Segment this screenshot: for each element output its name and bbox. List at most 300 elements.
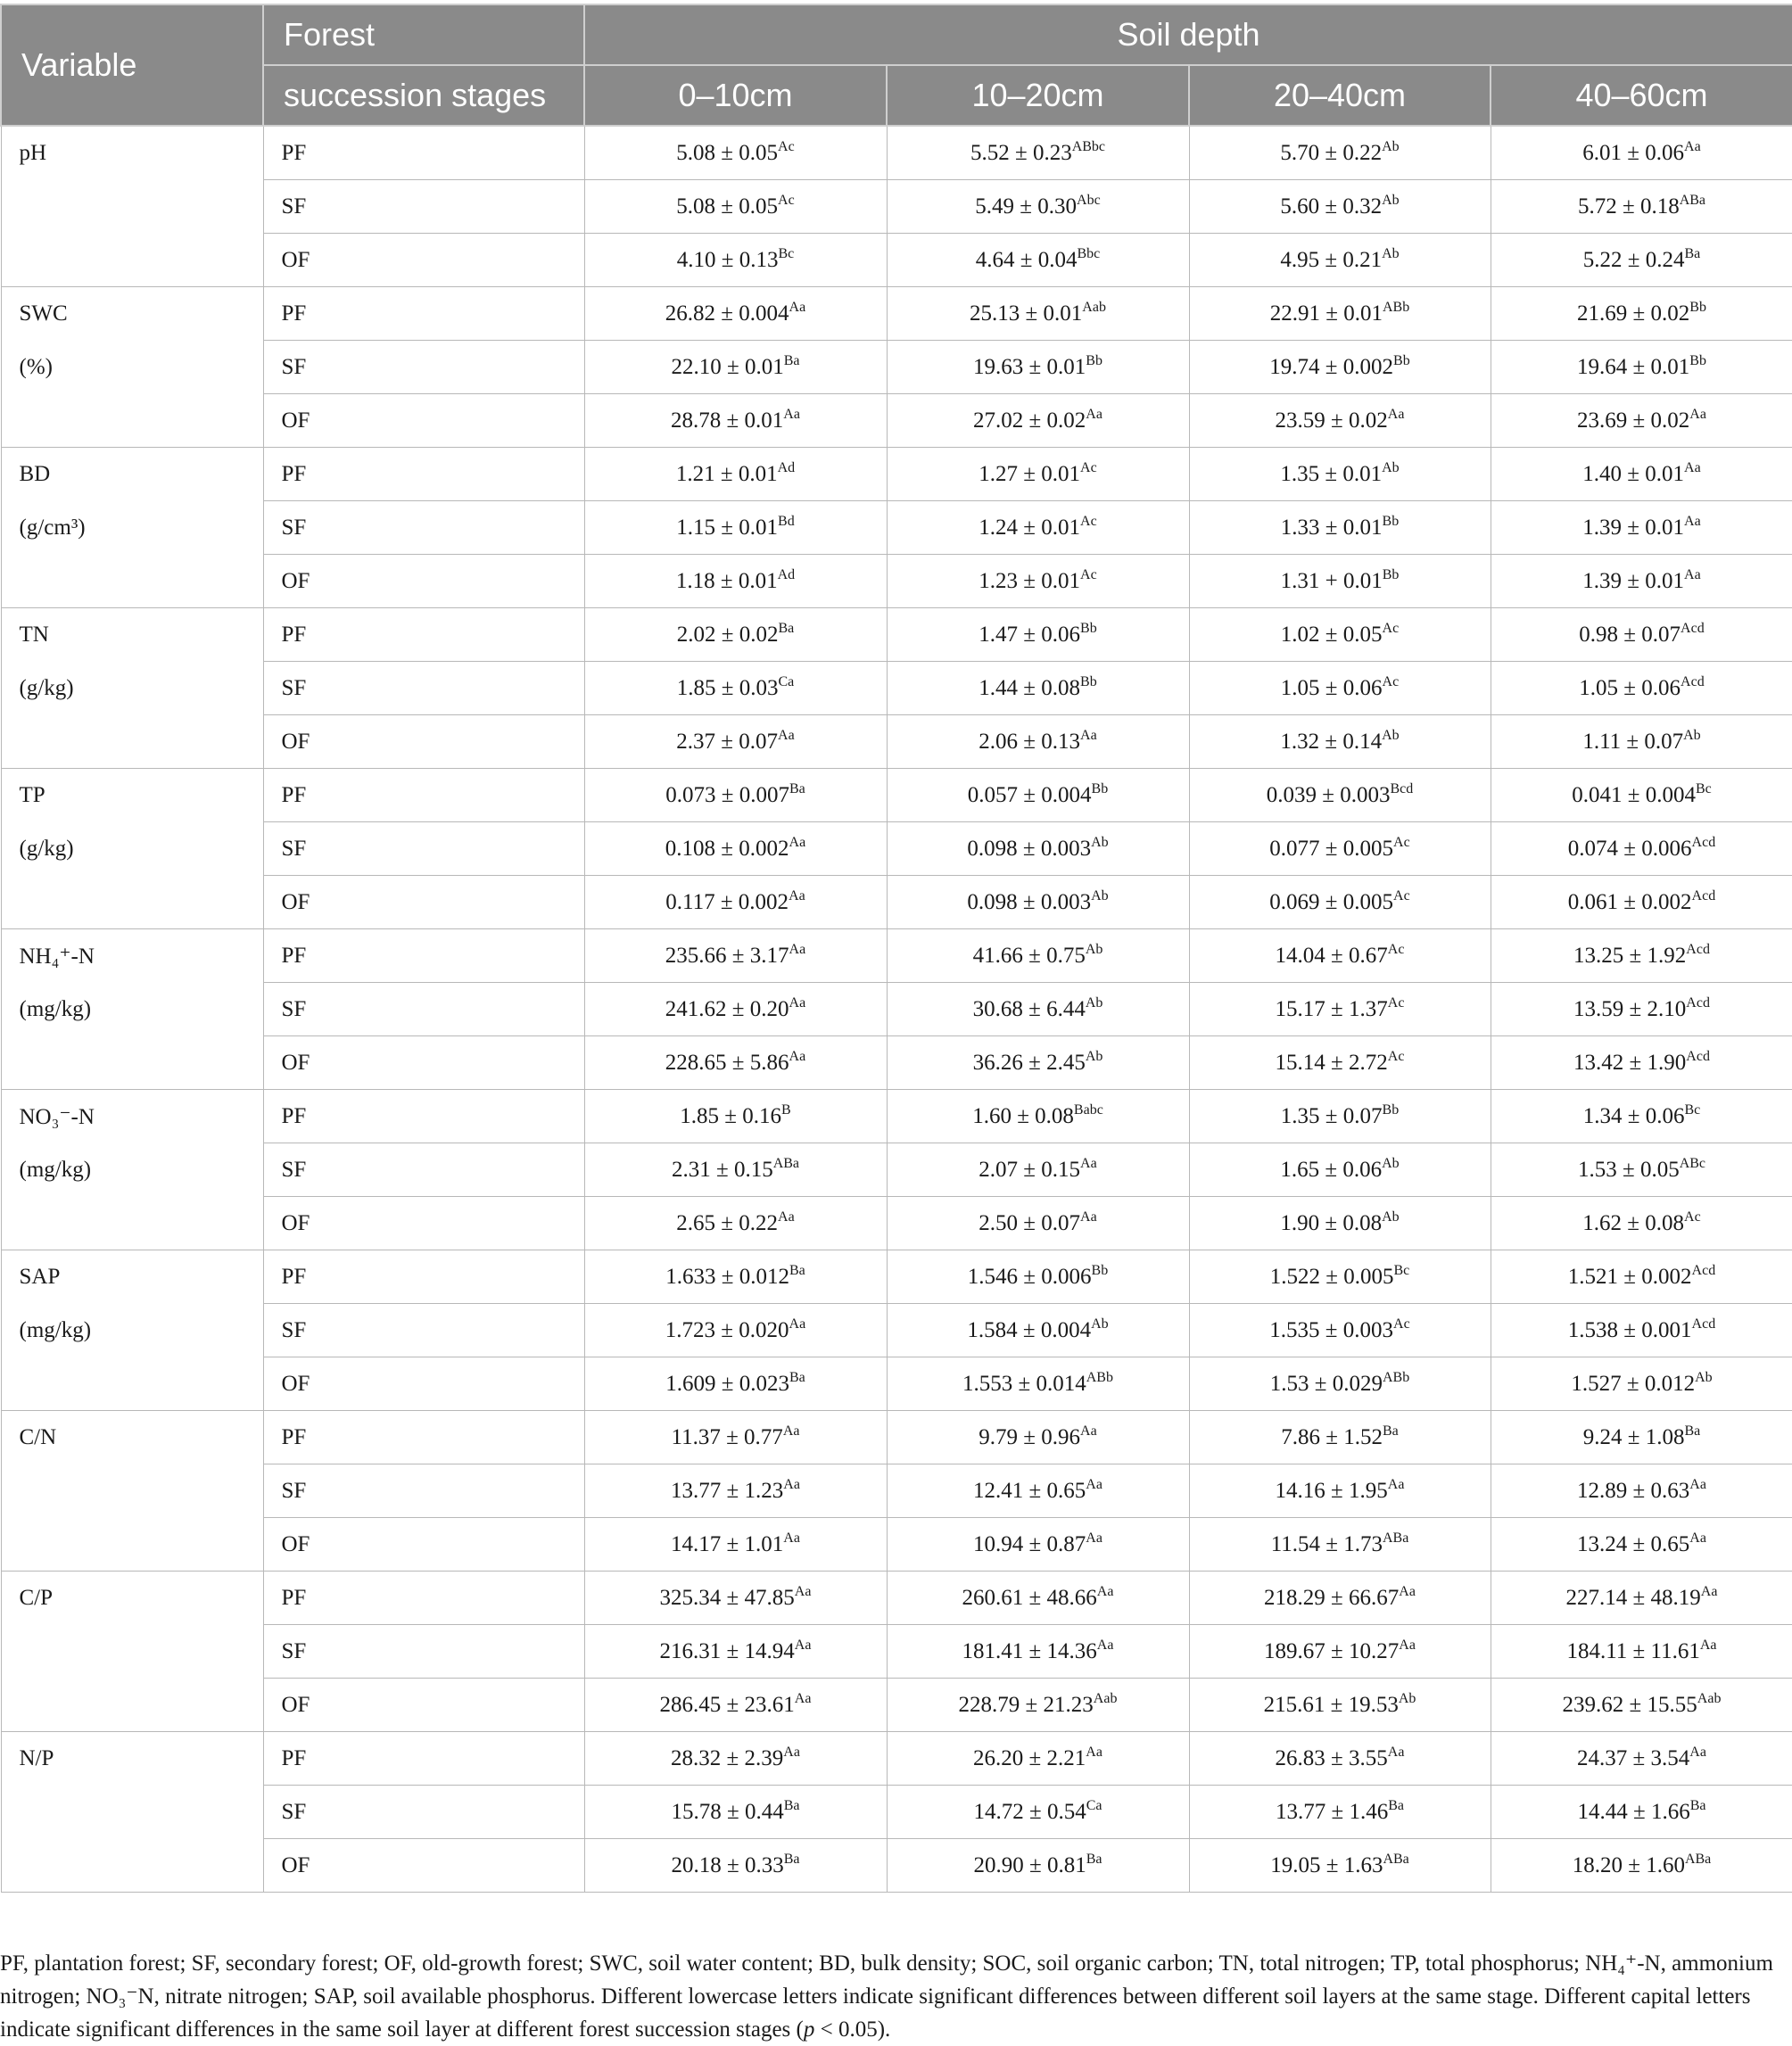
value-text: 4.10 ± 0.13 (676, 247, 779, 272)
value-cell (1491, 1464, 1792, 1518)
value-cell (1491, 1250, 1792, 1304)
value-text: 1.60 ± 0.08 (972, 1103, 1074, 1128)
value-text: 0.117 ± 0.002 (665, 889, 789, 914)
value-text: 26.83 ± 3.55 (1275, 1745, 1388, 1770)
variable-cell (1, 180, 263, 234)
significance-letters: Aa (1700, 1583, 1718, 1599)
significance-letters: Aa (1684, 459, 1701, 475)
significance-letters: Aa (789, 1048, 806, 1064)
significance-letters: Ab (1382, 245, 1400, 261)
value-text: 2.65 ± 0.22 (676, 1210, 779, 1235)
soil-properties-table (0, 4, 1792, 1893)
table-row (1, 448, 1792, 501)
value-cell (887, 1786, 1189, 1839)
value-text: 1.11 ± 0.07 (1582, 729, 1684, 754)
value-text: 12.89 ± 0.63 (1577, 1478, 1690, 1503)
significance-letters: Ab (1382, 192, 1400, 208)
significance-letters: Ac (778, 192, 795, 208)
table-row (1, 1411, 1792, 1464)
value-cell (887, 1197, 1189, 1250)
value-cell (584, 876, 887, 929)
stage-cell: OF (263, 1197, 584, 1250)
value-text: 1.02 ± 0.05 (1280, 622, 1383, 647)
significance-letters: Ba (778, 620, 795, 636)
significance-letters: B (781, 1101, 791, 1118)
significance-letters: Ba (1684, 1423, 1701, 1439)
value-text: 286.45 ± 23.61 (659, 1692, 795, 1717)
variable-cell: NO₃⁻-N (1, 1090, 263, 1143)
significance-letters: Aa (1080, 1423, 1097, 1439)
value-text: 216.31 ± 14.94 (659, 1638, 795, 1663)
significance-letters: Ac (1080, 459, 1097, 475)
significance-letters: Ab (1382, 1155, 1400, 1171)
value-cell (887, 1090, 1189, 1143)
stage-cell: SF (263, 1625, 584, 1679)
variable-cell: NH₄⁺-N (1, 929, 263, 983)
value-text: 10.94 ± 0.87 (973, 1531, 1086, 1556)
significance-letters: ABa (1679, 192, 1706, 208)
significance-letters: Acd (1691, 887, 1716, 903)
value-cell (887, 1464, 1189, 1518)
value-text: 325.34 ± 47.85 (659, 1585, 795, 1610)
value-text: 28.78 ± 0.01 (671, 408, 784, 433)
value-text: 1.44 ± 0.08 (979, 675, 1081, 700)
value-text: 0.069 ± 0.005 (1269, 889, 1394, 914)
value-text: 0.077 ± 0.005 (1269, 836, 1394, 861)
value-cell (1491, 662, 1792, 715)
table-row (1, 822, 1792, 876)
value-cell (887, 983, 1189, 1036)
significance-letters: Aa (789, 941, 806, 957)
significance-letters: Aa (783, 1744, 800, 1760)
variable-cell: (mg/kg) (1, 1304, 263, 1357)
stage-cell: OF (263, 1839, 584, 1893)
significance-letters: Bb (1689, 352, 1706, 368)
significance-letters: Ab (1085, 941, 1103, 957)
value-cell (1189, 1786, 1491, 1839)
value-text: 5.08 ± 0.05 (676, 194, 779, 219)
value-text: 1.609 ± 0.023 (665, 1371, 789, 1396)
significance-letters: Ba (1689, 1797, 1706, 1813)
significance-letters: Ba (789, 1369, 805, 1385)
table-row (1, 1464, 1792, 1518)
significance-letters: Acd (1686, 941, 1710, 957)
value-cell (887, 769, 1189, 822)
value-text: 27.02 ± 0.02 (973, 408, 1086, 433)
value-text: 1.85 ± 0.03 (676, 675, 779, 700)
value-cell (1491, 929, 1792, 983)
variable-cell: (mg/kg) (1, 1143, 263, 1197)
variable-cell: (g/kg) (1, 662, 263, 715)
value-cell (584, 715, 887, 769)
value-text: 228.79 ± 21.23 (958, 1692, 1094, 1717)
significance-letters: Bc (1393, 1262, 1410, 1278)
value-cell (1491, 126, 1792, 180)
value-cell (887, 1357, 1189, 1411)
value-cell (887, 662, 1189, 715)
significance-letters: Ba (1382, 1423, 1399, 1439)
value-text: 1.527 ± 0.012 (1571, 1371, 1696, 1396)
value-cell (887, 1839, 1189, 1893)
value-text: 12.41 ± 0.65 (973, 1478, 1086, 1503)
value-text: 5.49 ± 0.30 (975, 194, 1078, 219)
value-cell (887, 1518, 1189, 1572)
significance-letters: Aa (1086, 1744, 1102, 1760)
value-cell (1189, 1411, 1491, 1464)
significance-letters: Aa (1080, 1155, 1097, 1171)
value-text: 22.10 ± 0.01 (671, 354, 784, 379)
value-cell (1491, 876, 1792, 929)
value-cell (887, 394, 1189, 448)
significance-letters: Ba (783, 352, 800, 368)
value-cell (887, 1036, 1189, 1090)
value-text: 227.14 ± 48.19 (1565, 1585, 1701, 1610)
significance-letters: Bcd (1390, 780, 1414, 796)
value-cell (1491, 1304, 1792, 1357)
value-text: 20.18 ± 0.33 (671, 1852, 784, 1877)
header-depth: 10–20cm (887, 65, 1189, 126)
value-cell (1491, 983, 1792, 1036)
stage-cell: SF (263, 180, 584, 234)
significance-letters: ABb (1383, 299, 1410, 315)
significance-letters: Ba (1086, 1851, 1102, 1867)
value-cell (584, 394, 887, 448)
significance-letters: Ac (1382, 620, 1400, 636)
value-text: 5.72 ± 0.18 (1577, 194, 1680, 219)
significance-letters: Aa (794, 1583, 812, 1599)
stage-cell: OF (263, 234, 584, 287)
table-row (1, 1090, 1792, 1143)
variable-cell (1, 1839, 263, 1893)
variable-cell (1, 555, 263, 608)
table-row (1, 1732, 1792, 1786)
table-row (1, 1197, 1792, 1250)
value-text: 184.11 ± 11.61 (1566, 1638, 1700, 1663)
significance-letters: Bb (1091, 1262, 1109, 1278)
stage-cell: OF (263, 715, 584, 769)
significance-letters: Ab (1382, 1209, 1400, 1225)
value-text: 24.37 ± 3.54 (1577, 1745, 1690, 1770)
value-cell (1189, 876, 1491, 929)
stage-cell: PF (263, 126, 584, 180)
value-cell (1491, 555, 1792, 608)
value-text: 13.77 ± 1.23 (671, 1478, 784, 1503)
significance-letters: Aa (1684, 513, 1701, 529)
value-cell (584, 1197, 887, 1250)
variable-cell: N/P (1, 1732, 263, 1786)
significance-letters: Aa (1684, 138, 1701, 154)
variable-cell: C/N (1, 1411, 263, 1464)
value-cell (584, 1625, 887, 1679)
value-cell (584, 608, 887, 662)
value-text: 0.073 ± 0.007 (665, 782, 789, 807)
significance-letters: Ab (1091, 834, 1109, 850)
value-cell (1491, 1786, 1792, 1839)
value-text: 22.91 ± 0.01 (1269, 301, 1383, 326)
value-cell (584, 983, 887, 1036)
table-row (1, 1518, 1792, 1572)
significance-letters: Aa (1387, 1476, 1405, 1492)
stage-cell: PF (263, 1572, 584, 1625)
table-row (1, 1357, 1792, 1411)
value-cell (1491, 1197, 1792, 1250)
significance-letters: Acd (1691, 834, 1716, 850)
significance-letters: ABb (1086, 1369, 1113, 1385)
stage-cell: PF (263, 769, 584, 822)
significance-letters: Ba (1684, 245, 1701, 261)
value-cell (887, 715, 1189, 769)
value-cell (584, 822, 887, 876)
value-text: 1.53 ± 0.029 (1269, 1371, 1383, 1396)
value-text: 14.04 ± 0.67 (1275, 943, 1388, 968)
stage-cell: OF (263, 1518, 584, 1572)
value-text: 1.24 ± 0.01 (979, 515, 1081, 540)
significance-letters: Bb (1382, 1101, 1400, 1118)
table-row (1, 501, 1792, 555)
value-text: 23.69 ± 0.02 (1577, 408, 1690, 433)
value-text: 0.057 ± 0.004 (967, 782, 1092, 807)
significance-letters: Aa (789, 887, 805, 903)
significance-letters: Bbc (1077, 245, 1101, 261)
value-cell (1491, 608, 1792, 662)
variable-cell: SWC (1, 287, 263, 341)
value-cell (1491, 715, 1792, 769)
variable-cell: pH (1, 126, 263, 180)
significance-letters: Ac (1387, 941, 1405, 957)
significance-letters: Ab (1382, 459, 1400, 475)
value-cell (1491, 1625, 1792, 1679)
value-text: 21.69 ± 0.02 (1577, 301, 1690, 326)
table-row (1, 1250, 1792, 1304)
value-text: 14.72 ± 0.54 (973, 1799, 1086, 1824)
value-cell (584, 287, 887, 341)
table-row (1, 234, 1792, 287)
table-row (1, 662, 1792, 715)
value-cell (1189, 1839, 1491, 1893)
value-cell (1491, 1518, 1792, 1572)
value-text: 2.02 ± 0.02 (676, 622, 779, 647)
variable-cell: (g/cm³) (1, 501, 263, 555)
value-text: 2.31 ± 0.15 (671, 1157, 773, 1182)
value-text: 18.20 ± 1.60 (1572, 1852, 1685, 1877)
value-cell (584, 1357, 887, 1411)
stage-cell: PF (263, 1411, 584, 1464)
significance-letters: ABa (772, 1155, 800, 1171)
value-cell (1189, 1625, 1491, 1679)
significance-letters: Aa (1086, 406, 1102, 422)
value-cell (584, 1464, 887, 1518)
table-row (1, 126, 1792, 180)
stage-cell: OF (263, 1357, 584, 1411)
variable-cell: SAP (1, 1250, 263, 1304)
header-soil-depth: Soil depth (584, 4, 1792, 65)
value-cell (584, 1518, 887, 1572)
value-text: 0.061 ± 0.002 (1567, 889, 1692, 914)
significance-letters: Ab (1085, 994, 1103, 1011)
significance-letters: Acd (1686, 994, 1710, 1011)
value-cell (584, 1090, 887, 1143)
stage-cell: PF (263, 1732, 584, 1786)
value-cell (1189, 1679, 1491, 1732)
significance-letters: Aa (1684, 566, 1701, 582)
value-text: 36.26 ± 2.45 (972, 1050, 1086, 1075)
significance-letters: Bb (1393, 352, 1410, 368)
stage-cell: PF (263, 448, 584, 501)
significance-letters: Ba (783, 1851, 800, 1867)
value-cell (1189, 662, 1491, 715)
significance-letters: Aa (789, 299, 806, 315)
value-cell (887, 501, 1189, 555)
value-cell (887, 126, 1189, 180)
value-text: 14.44 ± 1.66 (1577, 1799, 1690, 1824)
value-text: 1.27 ± 0.01 (979, 461, 1081, 486)
value-cell (1189, 983, 1491, 1036)
significance-letters: Aa (782, 1423, 800, 1439)
significance-letters: Ac (1387, 1048, 1405, 1064)
variable-cell: BD (1, 448, 263, 501)
table-row (1, 1143, 1792, 1197)
significance-letters: Ac (1382, 673, 1400, 689)
value-text: 1.521 ± 0.002 (1567, 1264, 1692, 1289)
variable-cell (1, 876, 263, 929)
value-cell (1189, 715, 1491, 769)
table-row (1, 1839, 1792, 1893)
table-row (1, 555, 1792, 608)
value-text: 15.78 ± 0.44 (671, 1799, 784, 1824)
value-cell (584, 1786, 887, 1839)
variable-cell (1, 715, 263, 769)
value-text: 0.98 ± 0.07 (1579, 622, 1681, 647)
significance-letters: ABb (1383, 1369, 1410, 1385)
value-text: 218.29 ± 66.67 (1264, 1585, 1400, 1610)
value-text: 26.20 ± 2.21 (973, 1745, 1086, 1770)
value-text: 1.34 ± 0.06 (1582, 1103, 1685, 1128)
significance-letters: Ac (1393, 887, 1410, 903)
table-row (1, 287, 1792, 341)
value-cell (887, 234, 1189, 287)
variable-cell (1, 234, 263, 287)
value-cell (887, 180, 1189, 234)
value-text: 1.723 ± 0.020 (665, 1317, 789, 1342)
table-body (1, 126, 1792, 1893)
value-text: 0.098 ± 0.003 (967, 889, 1092, 914)
value-text: 4.64 ± 0.04 (975, 247, 1078, 272)
value-text: 13.24 ± 0.65 (1577, 1531, 1690, 1556)
table-row (1, 180, 1792, 234)
significance-letters: Aa (1387, 1744, 1405, 1760)
value-cell (1189, 394, 1491, 448)
significance-letters: Bb (1080, 620, 1097, 636)
value-cell (584, 1839, 887, 1893)
table-row (1, 1625, 1792, 1679)
value-text: 1.522 ± 0.005 (1269, 1264, 1394, 1289)
value-cell (584, 1250, 887, 1304)
significance-letters: Acd (1686, 1048, 1710, 1064)
significance-letters: ABa (1383, 1851, 1409, 1867)
significance-letters: Aa (789, 994, 806, 1011)
value-text: 1.584 ± 0.004 (967, 1317, 1092, 1342)
value-cell (584, 126, 887, 180)
value-text: 13.25 ± 1.92 (1573, 943, 1687, 968)
value-text: 2.50 ± 0.07 (979, 1210, 1081, 1235)
value-text: 5.60 ± 0.32 (1280, 194, 1383, 219)
significance-letters: Bb (1086, 352, 1102, 368)
value-cell (584, 1572, 887, 1625)
value-text: 14.17 ± 1.01 (671, 1531, 784, 1556)
significance-letters: Acd (1691, 1262, 1716, 1278)
significance-letters: Acd (1691, 1316, 1716, 1332)
value-cell (584, 501, 887, 555)
value-cell (887, 1572, 1189, 1625)
table-row (1, 1679, 1792, 1732)
significance-letters: Aa (789, 834, 806, 850)
value-text: 1.05 ± 0.06 (1579, 675, 1681, 700)
value-cell (584, 1411, 887, 1464)
value-cell (1189, 1197, 1491, 1250)
value-text: 1.85 ± 0.16 (680, 1103, 782, 1128)
value-text: 1.65 ± 0.06 (1280, 1157, 1383, 1182)
value-cell (1189, 769, 1491, 822)
table-row (1, 341, 1792, 394)
table-row (1, 1572, 1792, 1625)
value-text: 1.35 ± 0.01 (1280, 461, 1383, 486)
value-cell (887, 287, 1189, 341)
value-cell (887, 1679, 1189, 1732)
value-text: 19.05 ± 1.63 (1270, 1852, 1383, 1877)
stage-cell: SF (263, 822, 584, 876)
value-cell (1491, 1572, 1792, 1625)
significance-letters: Aa (1387, 406, 1405, 422)
value-text: 1.35 ± 0.07 (1280, 1103, 1383, 1128)
value-cell (584, 929, 887, 983)
value-text: 14.16 ± 1.95 (1275, 1478, 1388, 1503)
value-cell (1491, 1839, 1792, 1893)
value-text: 20.90 ± 0.81 (973, 1852, 1086, 1877)
significance-letters: Ab (1091, 887, 1109, 903)
value-text: 1.535 ± 0.003 (1269, 1317, 1394, 1342)
value-text: 2.06 ± 0.13 (979, 729, 1081, 754)
value-text: 19.64 ± 0.01 (1577, 354, 1690, 379)
stage-cell: OF (263, 394, 584, 448)
stage-cell: OF (263, 876, 584, 929)
significance-letters: Aa (1399, 1637, 1416, 1653)
significance-letters: Aab (1093, 1690, 1118, 1706)
value-text: 13.59 ± 2.10 (1573, 996, 1687, 1021)
significance-letters: Aa (1689, 1476, 1706, 1492)
value-cell (887, 1732, 1189, 1786)
value-text: 13.77 ± 1.46 (1275, 1799, 1389, 1824)
value-cell (584, 1143, 887, 1197)
significance-letters: Ac (1393, 834, 1410, 850)
significance-letters: Ab (1382, 727, 1400, 743)
value-cell (1491, 287, 1792, 341)
value-cell (1491, 769, 1792, 822)
significance-letters: Ac (1080, 513, 1097, 529)
significance-letters: Ab (1085, 1048, 1103, 1064)
value-text: 15.17 ± 1.37 (1275, 996, 1388, 1021)
value-cell (1491, 1036, 1792, 1090)
table-row (1, 1304, 1792, 1357)
value-text: 1.90 ± 0.08 (1280, 1210, 1383, 1235)
significance-letters: Ad (777, 459, 796, 475)
significance-letters: Ab (1398, 1690, 1416, 1706)
value-cell (887, 822, 1189, 876)
value-text: 1.33 ± 0.01 (1280, 515, 1383, 540)
significance-letters: Abc (1077, 192, 1101, 208)
significance-letters: Bc (1695, 780, 1712, 796)
value-cell (887, 341, 1189, 394)
variable-cell: (%) (1, 341, 263, 394)
